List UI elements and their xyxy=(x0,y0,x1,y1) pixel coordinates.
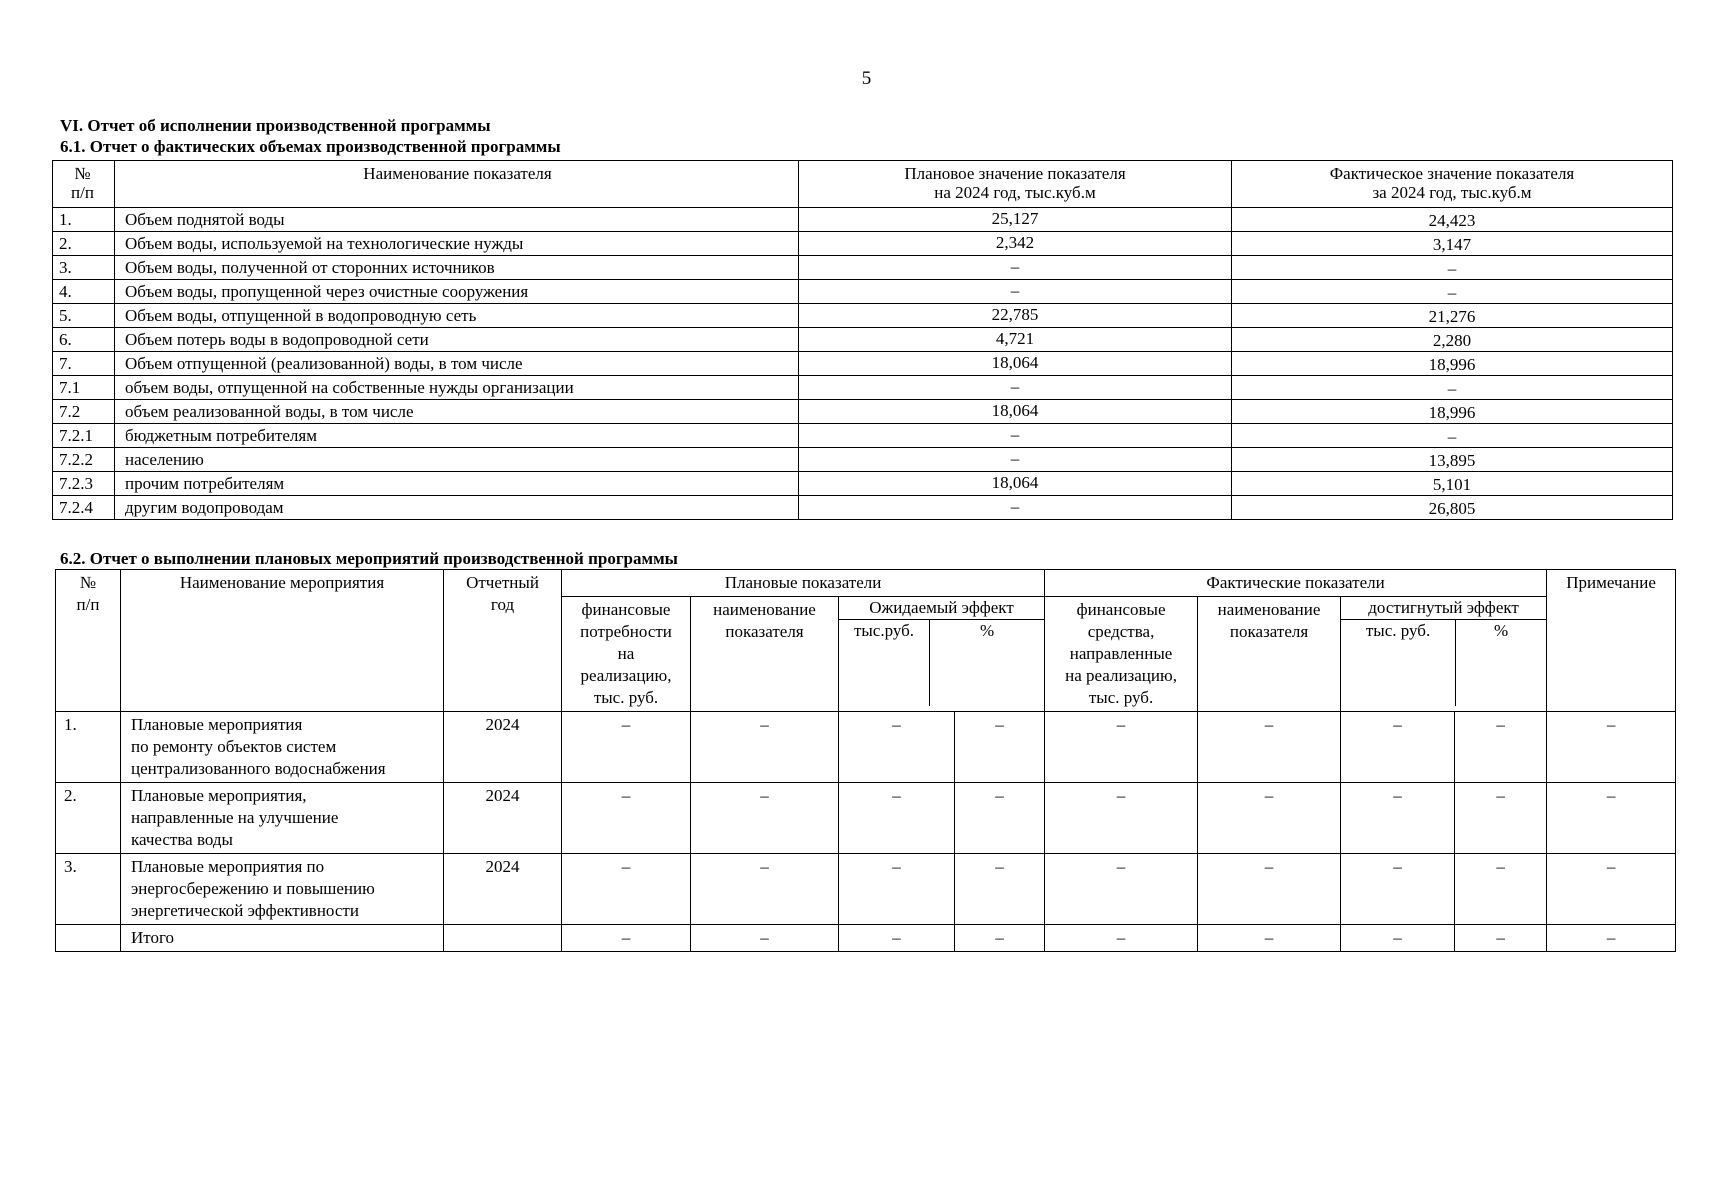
row-plan-financial: – xyxy=(562,712,691,783)
row-fact-value: 5,101 xyxy=(1232,472,1673,496)
row-achieved-rub: – xyxy=(1341,783,1455,854)
row-num: 4. xyxy=(53,280,115,304)
row-plan-value: – xyxy=(799,280,1232,304)
row-report-year: 2024 xyxy=(444,712,562,783)
row-report-year: 2024 xyxy=(444,854,562,925)
row-plan-value: – xyxy=(799,376,1232,400)
row-fact-financial: – xyxy=(1045,712,1198,783)
row-num: 6. xyxy=(53,328,115,352)
row-measure-name: Плановые мероприятия по энергосбережению и повышению энергетической эффективности xyxy=(121,854,444,925)
row-indicator-name: прочим потребителям xyxy=(115,472,799,496)
row-indicator-name: бюджетным потребителям xyxy=(115,424,799,448)
row-fact-value: – xyxy=(1232,376,1673,400)
section-title: VI. Отчет об исполнении производственной программы xyxy=(60,116,491,135)
page-number: 5 xyxy=(861,68,872,89)
table-row xyxy=(53,400,1673,424)
row-note: – xyxy=(1547,712,1676,783)
row-plan-financial: – xyxy=(562,783,691,854)
table-row xyxy=(56,783,1676,854)
row-num: 2. xyxy=(53,232,115,256)
table-row xyxy=(53,424,1673,448)
header-expected-effect: Ожидаемый эффект тыс.руб. % xyxy=(839,597,1045,712)
total-expected-rub: – xyxy=(839,925,955,952)
table-row xyxy=(53,304,1673,328)
header-measure-name: Наименование мероприятия xyxy=(121,570,444,712)
subsection-title-volumes: 6.1. Отчет о фактических объемах производственной программы xyxy=(60,137,561,156)
row-indicator-name: другим водопроводам xyxy=(115,496,799,520)
row-fact-indicator: – xyxy=(1198,854,1341,925)
row-num: 1. xyxy=(56,712,121,783)
row-plan-indicator: – xyxy=(691,854,839,925)
row-indicator-name: Объем воды, отпущенной в водопроводную сеть xyxy=(115,304,799,328)
header-num: № п/п xyxy=(56,570,121,712)
row-indicator-name: Объем воды, пропущенной через очистные сооружения xyxy=(115,280,799,304)
table-row xyxy=(53,256,1673,280)
row-indicator-name: Объем воды, полученной от сторонних источников xyxy=(115,256,799,280)
row-achieved-rub: – xyxy=(1341,854,1455,925)
header-fact-financial-means: финансовые средства, направленные на реализацию, тыс. руб. xyxy=(1045,597,1198,712)
row-plan-value: – xyxy=(799,424,1232,448)
row-fact-financial: – xyxy=(1045,783,1198,854)
header-note: Примечание xyxy=(1547,570,1676,712)
row-plan-value: – xyxy=(799,256,1232,280)
row-fact-value: – xyxy=(1232,280,1673,304)
row-achieved-rub: – xyxy=(1341,712,1455,783)
row-fact-value: 24,423 xyxy=(1232,208,1673,232)
header-fact-indicator-name: наименование показателя xyxy=(1198,597,1341,712)
row-indicator-name: Объем поднятой воды xyxy=(115,208,799,232)
row-fact-indicator: – xyxy=(1198,783,1341,854)
header-expected-rub: тыс.руб. xyxy=(839,620,930,706)
row-achieved-pct: – xyxy=(1455,854,1547,925)
row-indicator-name: населению xyxy=(115,448,799,472)
header-plan-value: Плановое значение показателя на 2024 год, тыс.куб.м xyxy=(799,161,1232,208)
row-report-year: 2024 xyxy=(444,783,562,854)
row-plan-value: 22,785 xyxy=(799,304,1232,328)
total-fact-financial: – xyxy=(1045,925,1198,952)
row-plan-value: 18,064 xyxy=(799,472,1232,496)
row-plan-indicator: – xyxy=(691,783,839,854)
row-num: 7.1 xyxy=(53,376,115,400)
row-note: – xyxy=(1547,854,1676,925)
row-plan-value: – xyxy=(799,496,1232,520)
table-row xyxy=(53,352,1673,376)
row-fact-value: – xyxy=(1232,256,1673,280)
row-achieved-pct: – xyxy=(1455,712,1547,783)
total-year xyxy=(444,925,562,952)
header-achieved-effect: достигнутый эффект тыс. руб. % xyxy=(1341,597,1547,712)
total-fact-indicator: – xyxy=(1198,925,1341,952)
total-row xyxy=(56,925,1676,952)
row-note: – xyxy=(1547,783,1676,854)
header-report-year: Отчетный год xyxy=(444,570,562,712)
measures-header-row-1 xyxy=(56,570,1676,597)
header-expected-pct: % xyxy=(979,621,995,640)
row-measure-name: Плановые мероприятия, направленные на улучшение качества воды xyxy=(121,783,444,854)
header-actual-indicators: Фактические показатели xyxy=(1045,570,1547,597)
row-num: 7. xyxy=(53,352,115,376)
row-indicator-name: Объем потерь воды в водопроводной сети xyxy=(115,328,799,352)
table-row xyxy=(53,208,1673,232)
row-fact-financial: – xyxy=(1045,854,1198,925)
total-expected-pct: – xyxy=(955,925,1045,952)
row-num: 3. xyxy=(53,256,115,280)
row-fact-value: 3,147 xyxy=(1232,232,1673,256)
table-row xyxy=(53,448,1673,472)
total-label: Итого xyxy=(121,925,444,952)
table-row xyxy=(56,712,1676,783)
row-achieved-pct: – xyxy=(1455,783,1547,854)
row-fact-indicator: – xyxy=(1198,712,1341,783)
row-plan-value: 18,064 xyxy=(799,400,1232,424)
row-plan-value: 25,127 xyxy=(799,208,1232,232)
measures-table xyxy=(55,569,1676,952)
row-num: 7.2.2 xyxy=(53,448,115,472)
row-plan-value: 4,721 xyxy=(799,328,1232,352)
row-num: 7.2.3 xyxy=(53,472,115,496)
header-achieved-rub: тыс. руб. xyxy=(1341,620,1456,706)
row-fact-value: 18,996 xyxy=(1232,400,1673,424)
row-expected-pct: – xyxy=(955,854,1045,925)
total-achieved-rub: – xyxy=(1341,925,1455,952)
row-expected-pct: – xyxy=(955,712,1045,783)
total-note: – xyxy=(1547,925,1676,952)
table-row xyxy=(56,854,1676,925)
row-indicator-name: объем реализованной воды, в том числе xyxy=(115,400,799,424)
row-plan-value: 18,064 xyxy=(799,352,1232,376)
row-indicator-name: Объем воды, используемой на технологические нужды xyxy=(115,232,799,256)
header-plan-financial-needs: финансовые потребности на реализацию, тыс. руб. xyxy=(562,597,691,712)
row-plan-value: – xyxy=(799,448,1232,472)
total-achieved-pct: – xyxy=(1455,925,1547,952)
total-num xyxy=(56,925,121,952)
row-fact-value: 13,895 xyxy=(1232,448,1673,472)
row-plan-indicator: – xyxy=(691,712,839,783)
row-fact-value: 26,805 xyxy=(1232,496,1673,520)
row-num: 7.2 xyxy=(53,400,115,424)
volumes-table-header xyxy=(53,161,1673,208)
total-plan-financial: – xyxy=(562,925,691,952)
header-plan-indicator-name: наименование показателя xyxy=(691,597,839,712)
row-fact-value: 21,276 xyxy=(1232,304,1673,328)
table-row xyxy=(53,472,1673,496)
row-expected-rub: – xyxy=(839,783,955,854)
table-row xyxy=(53,328,1673,352)
total-plan-indicator: – xyxy=(691,925,839,952)
row-plan-value: 2,342 xyxy=(799,232,1232,256)
subsection-title-measures: 6.2. Отчет о выполнении плановых мероприятий производственной программы xyxy=(60,549,678,568)
row-fact-value: – xyxy=(1232,424,1673,448)
row-expected-rub: – xyxy=(839,854,955,925)
header-achieved-pct: % xyxy=(1493,621,1509,640)
table-row xyxy=(53,280,1673,304)
row-indicator-name: Объем отпущенной (реализованной) воды, в том числе xyxy=(115,352,799,376)
header-num: № п/п xyxy=(53,161,115,208)
row-num: 1. xyxy=(53,208,115,232)
row-measure-name: Плановые мероприятия по ремонту объектов систем централизованного водоснабжения xyxy=(121,712,444,783)
header-planned-indicators: Плановые показатели xyxy=(562,570,1045,597)
row-expected-rub: – xyxy=(839,712,955,783)
row-num: 2. xyxy=(56,783,121,854)
row-num: 5. xyxy=(53,304,115,328)
row-expected-pct: – xyxy=(955,783,1045,854)
header-fact-value: Фактическое значение показателя за 2024 год, тыс.куб.м xyxy=(1232,161,1673,208)
row-fact-value: 18,996 xyxy=(1232,352,1673,376)
table-row xyxy=(53,232,1673,256)
row-plan-financial: – xyxy=(562,854,691,925)
table-row xyxy=(53,376,1673,400)
header-indicator-name: Наименование показателя xyxy=(115,161,799,208)
row-fact-value: 2,280 xyxy=(1232,328,1673,352)
row-num: 3. xyxy=(56,854,121,925)
row-num: 7.2.1 xyxy=(53,424,115,448)
volumes-table xyxy=(52,160,1673,520)
row-indicator-name: объем воды, отпущенной на собственные нужды организации xyxy=(115,376,799,400)
row-num: 7.2.4 xyxy=(53,496,115,520)
table-row xyxy=(53,496,1673,520)
